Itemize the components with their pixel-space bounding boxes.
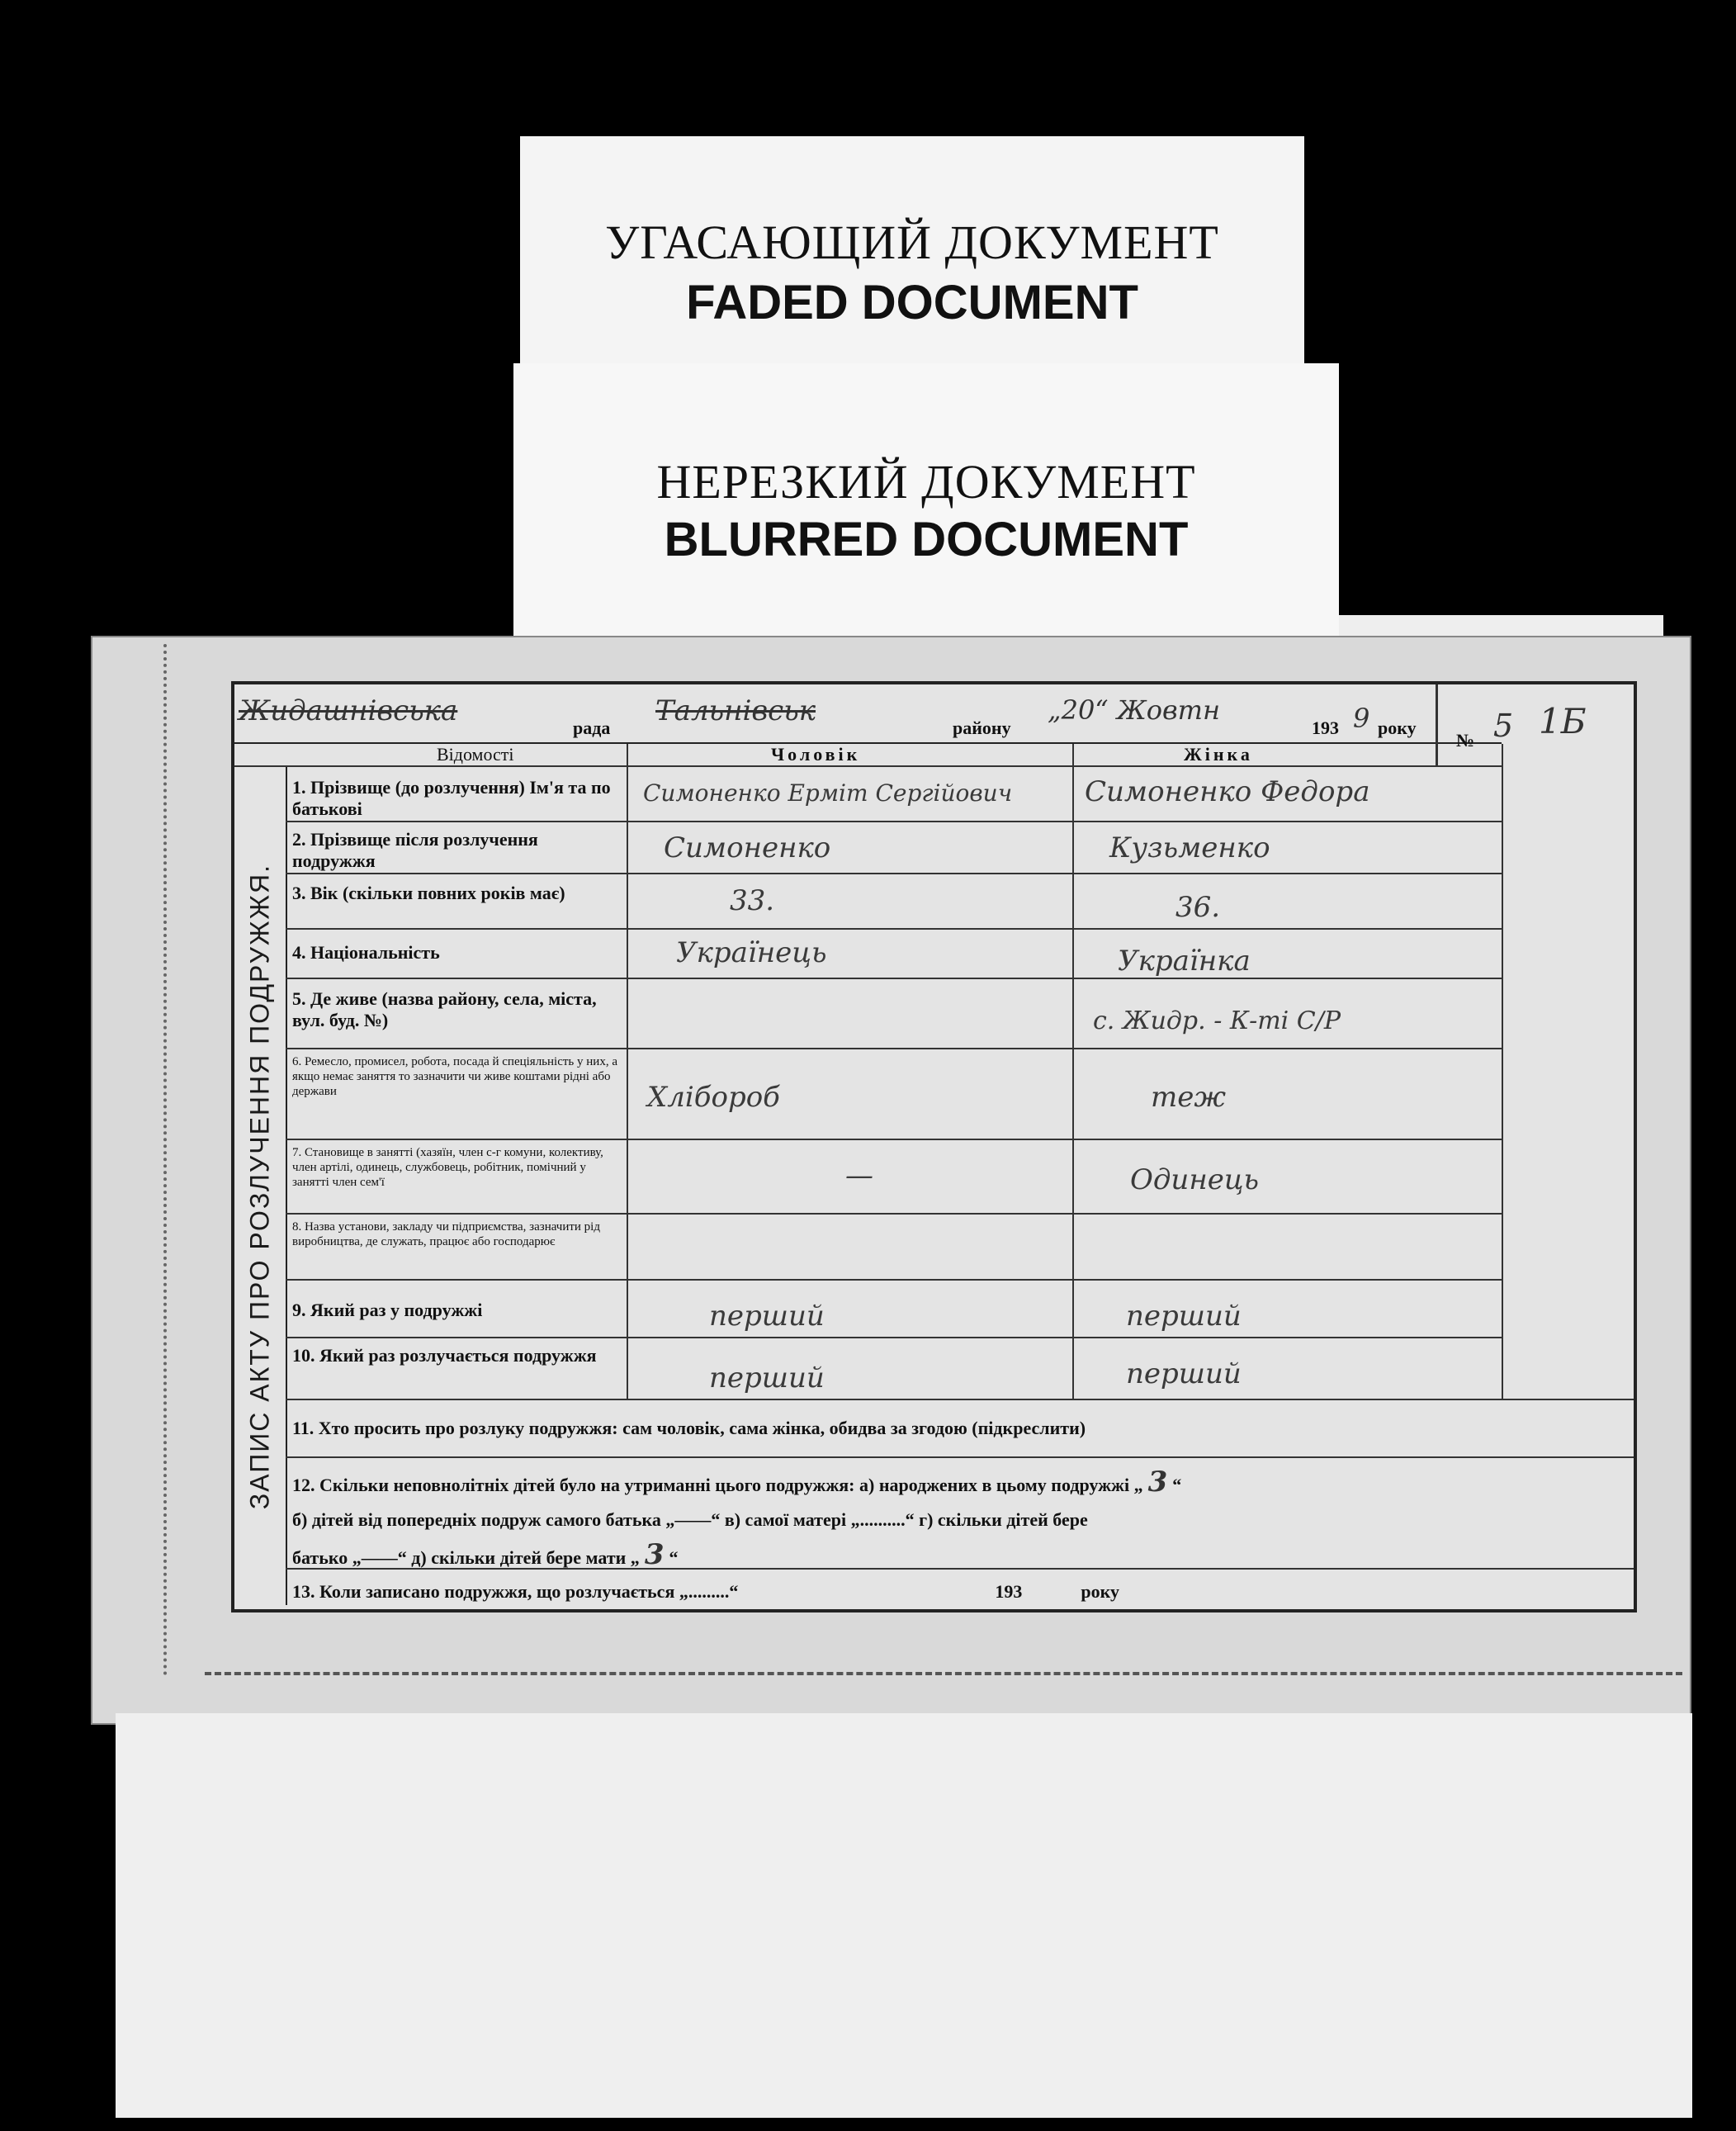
blurred-label-ru: НЕРЕЗКИЙ ДОКУМЕНТ	[656, 455, 1196, 509]
record-number-extra: 1Б	[1539, 701, 1587, 741]
record-number: 5	[1493, 708, 1514, 744]
column-info: Відомості	[437, 744, 514, 765]
row-1-wife: Симоненко Федора	[1085, 775, 1370, 808]
row-12: 12. Скільки неповнолітніх дітей було на утриманні цього подружжя: а) народжених в цьому подружжі „ 3 “ б) дітей від попередніх подруж самого батька „——“ в) самої матері „..........“ г) скільки дітей бере батько „——“ д) скільки дітей бере мати „ 3 “	[292, 1465, 1617, 1575]
row-6-husband: Хлібороб	[647, 1081, 780, 1114]
year-label: 193	[1312, 717, 1339, 738]
row-6-wife: теж	[1151, 1081, 1227, 1114]
row-3-label: 3. Вік (скільки повних років має)	[292, 883, 565, 903]
row-6-label: 6. Ремесло, промисел, робота, посада й спеціяльність у них, а якщо немає заняття то зазначити чи живе коштами рідні або держави	[292, 1055, 617, 1098]
row-12-value-a: 3	[1147, 1466, 1168, 1499]
row-10-husband: перший	[709, 1361, 825, 1395]
row-9-husband: перший	[709, 1300, 825, 1333]
row-13-suffix: року	[1081, 1581, 1119, 1602]
row-1-husband: Симоненко Ерміт Сергійович	[643, 779, 1013, 807]
row-12-line-3: батько „——“ д) скільки дітей бере мати „	[292, 1547, 640, 1568]
row-5-label: 5. Де живе (назва району, села, міста, вул. буд. №)	[292, 988, 597, 1030]
row-2-label: 2. Прізвище після розлучення подружжя	[292, 829, 538, 871]
district-label: району	[953, 717, 1011, 738]
row-2-husband: Симоненко	[664, 831, 831, 864]
faded-document-label	[520, 136, 1304, 384]
row-12-line-2: б) дітей від попередніх подруж самого батька „——“ в) самої матері „..........“ г) скільки дітей бере	[292, 1509, 1088, 1530]
year-suffix: року	[1378, 717, 1417, 738]
row-10-label: 10. Який раз розлучається подружжя	[292, 1345, 597, 1366]
row-3-wife: 36.	[1175, 891, 1221, 924]
vertical-title: ЗАПИС АКТУ ПРО РОЗЛУЧЕННЯ ПОДРУЖЖЯ.	[244, 863, 275, 1509]
row-12-line-1: 12. Скільки неповнолітніх дітей було на утриманні цього подружжя: а) народжених в цьому подружжі „	[292, 1475, 1143, 1495]
row-7-husband: —	[845, 1159, 873, 1192]
blurred-document-label	[513, 363, 1339, 644]
row-2-wife: Кузьменко	[1109, 831, 1270, 864]
row-13-year: 193	[995, 1581, 1023, 1602]
row-4-wife: Українка	[1118, 945, 1251, 978]
card-stub	[116, 1713, 1692, 2118]
perforation-left	[163, 644, 167, 1676]
row-13	[292, 1575, 1617, 1609]
row-12-value-d: 3	[644, 1538, 665, 1571]
row-11: 11. Хто просить про розлуку подружжя: сам чоловік, сама жінка, обидва за згодою (підкреслити)	[292, 1418, 1086, 1438]
record-date: „20“ Жовтн	[1048, 694, 1221, 726]
perforation-bottom	[205, 1672, 1682, 1675]
row-4-husband: Українець	[676, 936, 827, 969]
row-4-label: 4. Національність	[292, 942, 440, 963]
council-label: рада	[573, 717, 611, 738]
faded-label-en: FADED DOCUMENT	[686, 276, 1138, 329]
row-8-label: 8. Назва установи, закладу чи підприємства, зазначити рід виробництва, де служать, працює або господарює	[292, 1220, 600, 1248]
row-3-husband: 33.	[730, 884, 775, 917]
row-5-wife: с. Жидр. - К-ті С/Р	[1093, 1006, 1341, 1035]
row-9-wife: перший	[1126, 1300, 1242, 1333]
vertical-title-band	[234, 767, 287, 1605]
row-13-text: 13. Коли записано подружжя, що розлучається „.........“	[292, 1581, 739, 1602]
column-wife: Жінка	[1184, 744, 1253, 765]
row-7-wife: Одинець	[1130, 1163, 1260, 1196]
blurred-label-en: BLURRED DOCUMENT	[664, 513, 1189, 566]
row-9-label: 9. Який раз у подружжі	[292, 1300, 483, 1320]
council-name: Жидашнівська	[239, 694, 458, 727]
year-digit: 9	[1353, 703, 1370, 734]
row-1-label: 1. Прізвище (до розлучення) Ім'я та по батькові	[292, 777, 611, 819]
divorce-record-form	[231, 681, 1637, 1612]
row-7-label: 7. Становище в занятті (хазяїн, член с-г комуни, колективу, член артілі, одинець, службовець, робітник, помічний у занятті член сем'ї	[292, 1146, 603, 1189]
number-label: №	[1456, 730, 1475, 751]
faded-label-ru: УГАСАЮЩИЙ ДОКУМЕНТ	[605, 215, 1219, 269]
column-husband: Чоловік	[771, 744, 861, 765]
row-10-wife: перший	[1126, 1357, 1242, 1390]
district-name: Тальнівськ	[655, 694, 816, 727]
